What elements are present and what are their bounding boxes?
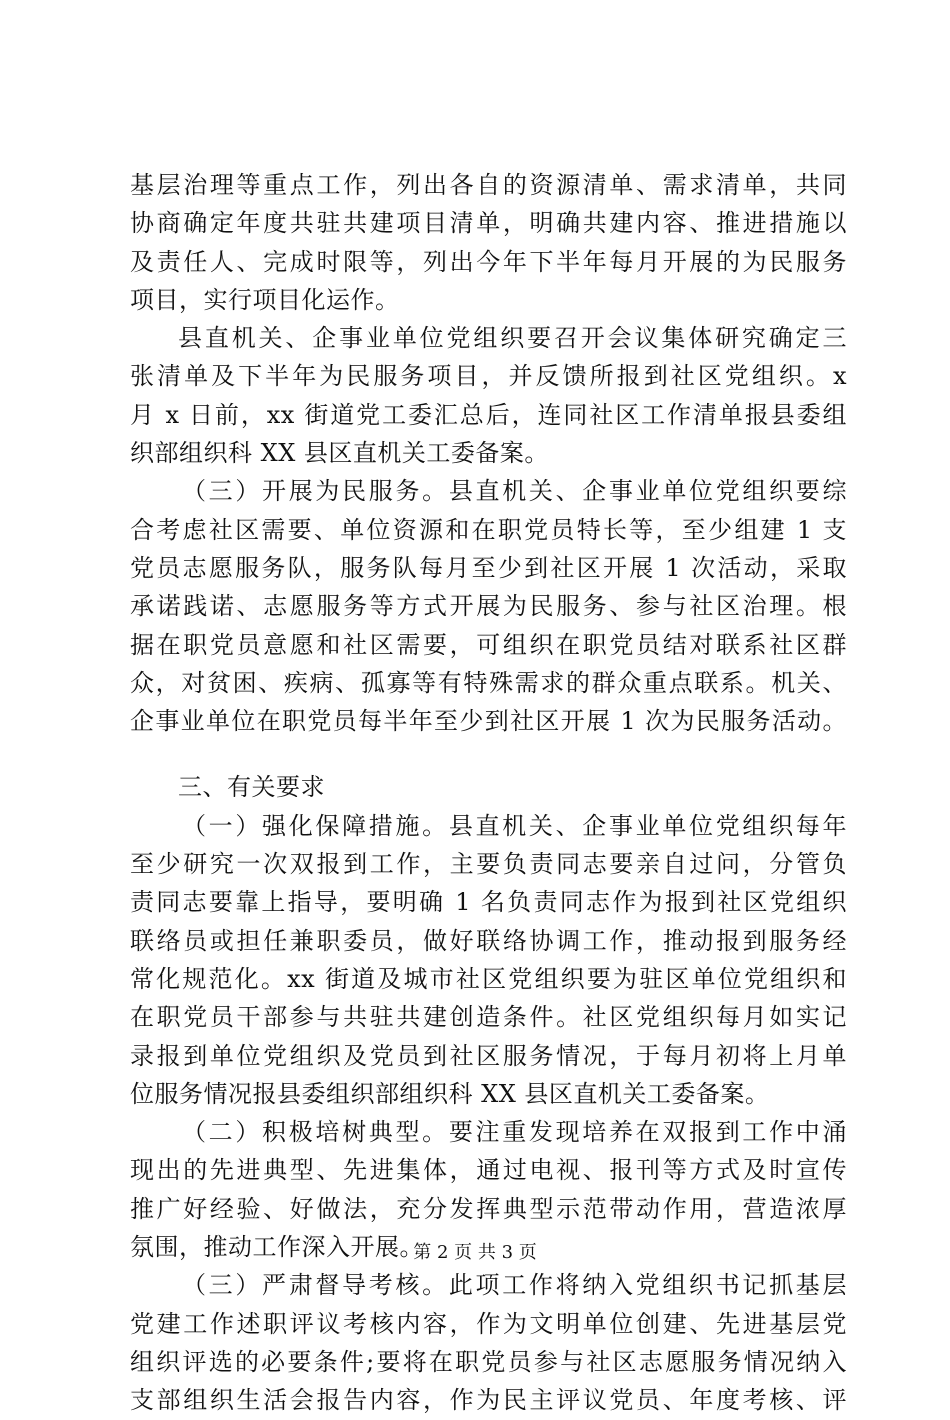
text-line: 协商确定年度共驻共建项目清单，明确共建内容、推进措施以	[130, 209, 847, 238]
text-line: （三）严肃督导考核。此项工作将纳入党组织书记抓基层	[182, 1271, 847, 1300]
text-line: 及责任人、完成时限等，列出今年下半年每月开展的为民服务	[130, 247, 847, 276]
text-line: （一）强化保障措施。县直机关、企事业单位党组织每年	[182, 811, 847, 840]
text-line: 联络员或担任兼职委员，做好联络协调工作，推动报到服务经	[130, 926, 847, 955]
text-line: 据在职党员意愿和社区需要，可组织在职党员结对联系社区群	[130, 630, 847, 659]
text-line: （二）积极培树典型。要注重发现培养在双报到工作中涌	[182, 1118, 847, 1147]
text-line: 党员志愿服务队，服务队每月至少到社区开展 1 次活动，采取	[130, 553, 847, 582]
text-line: 党建工作述职评议考核内容，作为文明单位创建、先进基层党	[130, 1309, 847, 1338]
text-line: 织部组织科 XX 县区直机关工委备案。	[130, 439, 549, 468]
text-line: 至少研究一次双报到工作，主要负责同志要亲自过问，分管负	[130, 850, 847, 879]
text-line: 现出的先进典型、先进集体，通过电视、报刊等方式及时宣传	[130, 1156, 847, 1185]
text-line: 常化规范化。xx 街道及城市社区党组织要为驻区单位党组织和	[130, 964, 847, 993]
text-line: 企事业单位在职党员每半年至少到社区开展 1 次为民服务活动。	[130, 707, 847, 736]
text-line: 责同志要靠上指导，要明确 1 名负责同志作为报到社区党组织	[130, 888, 847, 917]
text-line: 县直机关、企事业单位党组织要召开会议集体研究确定三	[178, 324, 847, 353]
text-line: 张清单及下半年为民服务项目，并反馈所报到社区党组织。x	[130, 362, 847, 391]
text-line: 组织评选的必要条件;要将在职党员参与社区志愿服务情况纳入	[130, 1347, 847, 1376]
text-line: 支部组织生活会报告内容，作为民主评议党员、年度考核、评	[130, 1386, 847, 1415]
paragraph-gap	[130, 740, 847, 768]
text-line: 录报到单位党组织及党员到社区服务情况，于每月初将上月单	[130, 1041, 847, 1070]
text-line: 推广好经验、好做法，充分发挥典型示范带动作用，营造浓厚	[130, 1194, 847, 1223]
text-line: 项目，实行项目化运作。	[130, 285, 400, 314]
text-line: 承诺践诺、志愿服务等方式开展为民服务、参与社区治理。根	[130, 592, 847, 621]
section-heading: 三、有关要求	[178, 773, 325, 802]
text-line: 月 x 日前，xx 街道党工委汇总后，连同社区工作清单报县委组	[130, 400, 847, 429]
text-line: 位服务情况报县委组织部组织科 XX 县区直机关工委备案。	[130, 1079, 770, 1108]
text-line: （三）开展为民服务。县直机关、企事业单位党组织要综	[182, 477, 847, 506]
text-line: 基层治理等重点工作，列出各自的资源清单、需求清单，共同	[130, 171, 847, 199]
document-body	[130, 166, 847, 1420]
text-line: 合考虑社区需要、单位资源和在职党员特长等，至少组建 1 支	[130, 515, 847, 544]
page-number-footer: 第 2 页 共 3 页	[413, 1242, 537, 1263]
text-line: 众，对贫困、疾病、孤寡等有特殊需求的群众重点联系。机关、	[130, 668, 847, 697]
text-line: 氛围，推动工作深入开展。	[130, 1233, 424, 1262]
text-line: 在职党员干部参与共驻共建创造条件。社区党组织每月如实记	[130, 1003, 847, 1032]
